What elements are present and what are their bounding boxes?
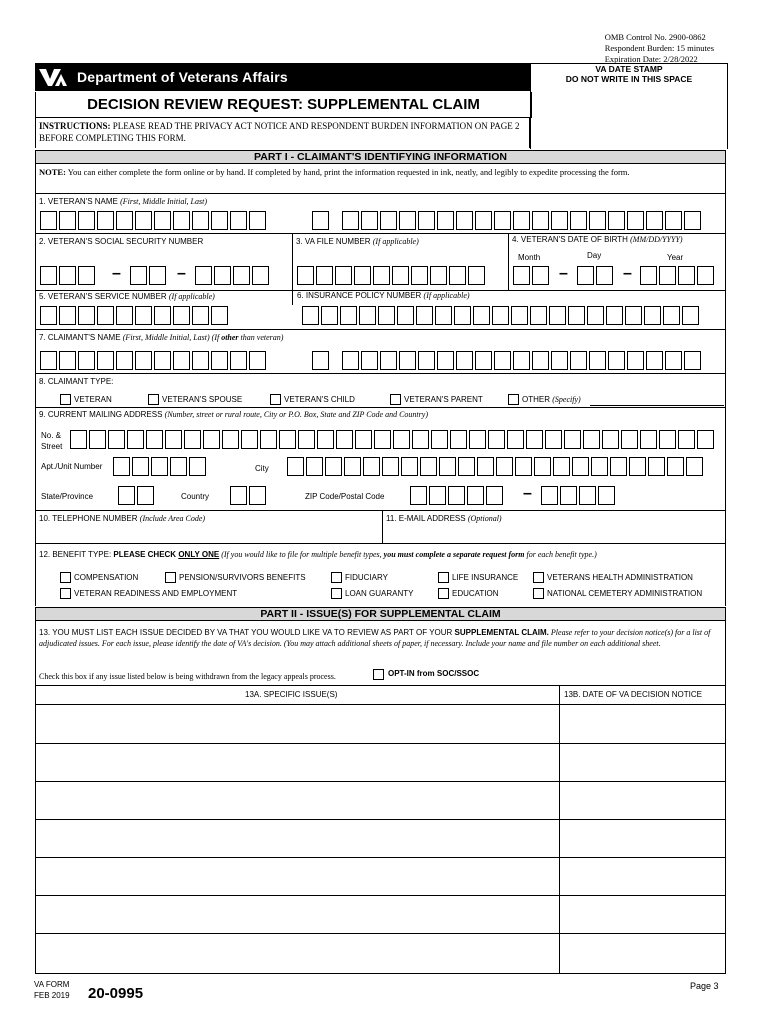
claimant-parent-checkbox[interactable]	[390, 394, 401, 405]
note-label: NOTE:	[39, 167, 66, 177]
part1-title: PART I - CLAIMANT'S IDENTIFYING INFORMATION	[35, 150, 726, 164]
service-number-input[interactable]	[40, 306, 228, 325]
issue-input-6[interactable]	[36, 896, 558, 933]
form-label: VA FORM	[34, 980, 70, 989]
instructions-text: PLEASE READ THE PRIVACY ACT NOTICE AND RESPONDENT BURDEN INFORMATION ON PAGE 2 BEFORE COMPLETING THIS FORM.	[39, 121, 520, 143]
issue-input-7[interactable]	[36, 934, 558, 972]
divider	[35, 685, 726, 686]
dob-month-input[interactable]	[513, 266, 549, 285]
note-text: You can either complete the form online or by hand. If completed by hand, print the information requested in ink, neatly, and legibly to expedite processing the form.	[65, 167, 630, 177]
claimant-veteran-checkbox[interactable]	[60, 394, 71, 405]
benefit-education-checkbox[interactable]	[438, 588, 449, 599]
decision-date-input-3[interactable]	[560, 782, 724, 819]
claimant-first-name-input[interactable]	[40, 351, 266, 370]
day-label: Day	[587, 251, 602, 260]
divider	[382, 510, 383, 543]
benefit-vre-checkbox[interactable]	[60, 588, 71, 599]
benefit-option: PENSION/SURVIVORS BENEFITS	[179, 573, 306, 582]
decision-date-input-4[interactable]	[560, 820, 724, 857]
part2-title: PART II - ISSUE(S) FOR SUPPLEMENTAL CLAIM	[35, 607, 726, 621]
benefit-option: LIFE INSURANCE	[452, 573, 519, 582]
f11-label: 11. E-MAIL ADDRESS	[386, 514, 468, 523]
optin-label: OPT-IN from SOC/SSOC	[388, 669, 480, 678]
stamp-label: VA DATE STAMP	[595, 64, 663, 74]
specific-issues-header: 13A. SPECIFIC ISSUE(S)	[245, 690, 338, 699]
apt-label: Apt./Unit Number	[41, 462, 103, 471]
decision-date-input-1[interactable]	[560, 705, 724, 743]
benefit-vha-checkbox[interactable]	[533, 572, 544, 583]
veteran-first-name-input[interactable]	[40, 211, 266, 230]
service-number-label	[39, 292, 215, 301]
benefit-option: NATIONAL CEMETERY ADMINISTRATION	[547, 589, 703, 598]
f11-hint: (Optional)	[467, 514, 502, 523]
street-label-1: No. &	[41, 431, 62, 440]
optin-checkbox[interactable]	[373, 669, 384, 680]
state-input[interactable]	[118, 486, 154, 505]
claimant-last-name-input[interactable]	[342, 351, 701, 370]
date-stamp-area	[530, 63, 728, 149]
divider	[508, 233, 509, 290]
telephone-label	[39, 514, 205, 523]
telephone-input[interactable]	[39, 525, 379, 541]
benefit-life-insurance-checkbox[interactable]	[438, 572, 449, 583]
f9-label: 9. CURRENT MAILING ADDRESS	[39, 410, 165, 419]
claimant-spouse-checkbox[interactable]	[148, 394, 159, 405]
ssn-part1-input[interactable]	[40, 266, 95, 285]
divider	[35, 543, 726, 544]
benefit-option: COMPENSATION	[74, 573, 139, 582]
f12-under: ONLY ONE	[178, 550, 220, 559]
f3-label: 3. VA FILE NUMBER	[296, 237, 373, 246]
claimant-type-option: VETERAN'S SPOUSE	[162, 395, 243, 404]
decision-date-input-5[interactable]	[560, 858, 724, 895]
form-number: 20-0995	[88, 985, 144, 1002]
f3-hint: (If applicable)	[372, 237, 419, 246]
ssn-part2-input[interactable]	[130, 266, 166, 285]
year-label: Year	[667, 253, 684, 262]
claimant-type-option: VETERAN'S CHILD	[284, 395, 355, 404]
city-label: City	[255, 464, 269, 473]
benefit-type-label	[39, 550, 597, 559]
street-label-2: Street	[41, 442, 63, 451]
form-title: DECISION REVIEW REQUEST: SUPPLEMENTAL CLAIM	[35, 92, 532, 118]
omb-expiration: Expiration Date: 2/28/2022	[604, 54, 698, 64]
issue-input-1[interactable]	[36, 705, 558, 743]
divider	[292, 233, 293, 305]
file-number-label	[296, 237, 419, 246]
f5-hint: (If applicable)	[168, 292, 215, 301]
other-specify-input[interactable]	[590, 405, 724, 406]
benefit-loan-guaranty-checkbox[interactable]	[331, 588, 342, 599]
omb-info	[605, 32, 714, 65]
f7-hint: (First, Middle Initial, Last) (If	[122, 333, 222, 342]
f6-hint: (If applicable)	[423, 291, 470, 300]
f5-label: 5. VETERAN'S SERVICE NUMBER	[39, 292, 169, 301]
country-input[interactable]	[230, 486, 266, 505]
dash: –	[623, 265, 632, 282]
other-hint: (Specify)	[552, 395, 581, 404]
file-number-input[interactable]	[297, 266, 485, 285]
month-label: Month	[518, 253, 541, 262]
decision-date-input-7[interactable]	[560, 934, 724, 972]
f7-hint-end: than veteran)	[238, 333, 284, 342]
issue-input-2[interactable]	[36, 744, 558, 781]
f13-text: 13. YOU MUST LIST EACH ISSUE DECIDED BY VA THAT YOU WOULD LIKE VA TO REVIEW AS PART OF YOUR	[39, 628, 455, 637]
f4-label: 4. VETERAN'S DATE OF BIRTH	[512, 235, 631, 244]
f1-hint: (First, Middle Initial, Last)	[120, 197, 207, 206]
issue-input-3[interactable]	[36, 782, 558, 819]
city-input[interactable]	[287, 457, 703, 476]
insurance-policy-input[interactable]	[302, 306, 699, 325]
issue-instructions	[39, 627, 723, 649]
dash: –	[523, 485, 532, 502]
apt-input[interactable]	[113, 457, 206, 476]
f10-hint: (Include Area Code)	[139, 514, 206, 523]
benefit-fiduciary-checkbox[interactable]	[331, 572, 342, 583]
email-label	[386, 514, 502, 523]
decision-date-input-2[interactable]	[560, 744, 724, 781]
zip-input[interactable]	[410, 486, 503, 505]
f12-hint2: for each benefit type.)	[524, 550, 597, 559]
claimant-middle-initial-input[interactable]	[312, 351, 329, 370]
omb-control: OMB Control No. 2900-0862	[604, 32, 706, 42]
ssn-part3-input[interactable]	[195, 266, 269, 285]
zip-label: ZIP Code/Postal Code	[305, 492, 385, 501]
decision-date-header: 13B. DATE OF VA DECISION NOTICE	[564, 690, 702, 699]
page-number: Page 3	[690, 981, 719, 991]
f4-hint: (MM/DD/YYYY)	[630, 235, 683, 244]
veteran-name-label	[39, 197, 207, 206]
divider	[35, 510, 726, 511]
f6-label: 6. INSURANCE POLICY NUMBER	[297, 291, 424, 300]
dash: –	[112, 265, 121, 282]
instructions-label: INSTRUCTIONS:	[39, 121, 111, 131]
country-label: Country	[181, 492, 210, 501]
address-label	[39, 410, 428, 419]
instructions	[35, 118, 530, 148]
f7-label: 7. CLAIMANT'S NAME	[39, 333, 123, 342]
form-date: FEB 2019	[34, 991, 70, 1000]
benefit-option: FIDUCIARY	[345, 573, 388, 582]
optin-instruction: Check this box if any issue listed below is being withdrawn from the legacy appeals process.	[39, 672, 336, 681]
zip-ext-input[interactable]	[541, 486, 615, 505]
dash: –	[559, 265, 568, 282]
benefit-option: EDUCATION	[452, 589, 499, 598]
f9-hint: (Number, street or rural route, City or P.O. Box, State and ZIP Code and Country)	[164, 410, 428, 419]
issue-input-4[interactable]	[36, 820, 558, 857]
benefit-option: VETERANS HEALTH ADMINISTRATION	[547, 573, 693, 582]
dob-year-input[interactable]	[640, 266, 714, 285]
claimant-other-checkbox[interactable]	[508, 394, 519, 405]
benefit-compensation-checkbox[interactable]	[60, 572, 71, 583]
divider	[35, 233, 726, 234]
claimant-type-option	[522, 395, 581, 404]
state-label: State/Province	[41, 492, 94, 501]
other-option: OTHER	[522, 395, 550, 404]
f13-hint: Please refer to your decision notice(s) for a list of adjudicated issues. For each issue, please identify the date of VA's decision. (You may attach additional sheets of paper, if necessary. Include your name and file number on each additional sheet.	[39, 628, 711, 648]
omb-burden: Respondent Burden: 15 minutes	[604, 43, 714, 53]
divider	[35, 407, 726, 408]
benefit-nca-checkbox[interactable]	[533, 588, 544, 599]
f10-label: 10. TELEPHONE NUMBER	[39, 514, 140, 523]
street-input[interactable]	[70, 430, 714, 449]
claimant-type-label: 8. CLAIMANT TYPE:	[39, 377, 114, 386]
f12-bold: PLEASE CHECK	[113, 550, 179, 559]
veteran-middle-initial-input[interactable]	[312, 211, 329, 230]
part1-note	[39, 167, 723, 178]
street-label	[41, 430, 62, 452]
f12-hint1: (If you would like to file for multiple benefit types,	[219, 550, 384, 559]
form-footer-label	[34, 979, 70, 1001]
issue-input-5[interactable]	[36, 858, 558, 895]
va-logo-icon	[38, 67, 68, 87]
divider	[35, 373, 726, 374]
claimant-type-option: VETERAN'S PARENT	[404, 395, 483, 404]
f13-bold: SUPPLEMENTAL CLAIM.	[454, 628, 549, 637]
benefit-option: LOAN GUARANTY	[345, 589, 414, 598]
claimant-type-option: VETERAN	[74, 395, 112, 404]
dash: –	[177, 265, 186, 282]
claimant-name-label	[39, 333, 283, 342]
divider	[35, 193, 726, 194]
claimant-child-checkbox[interactable]	[270, 394, 281, 405]
email-input[interactable]	[386, 525, 722, 541]
ssn-label: 2. VETERAN'S SOCIAL SECURITY NUMBER	[39, 237, 204, 246]
f7-hint-bold: other	[221, 333, 239, 342]
department-name: Department of Veterans Affairs	[77, 69, 288, 85]
benefit-pension-checkbox[interactable]	[165, 572, 176, 583]
stamp-note: DO NOT WRITE IN THIS SPACE	[565, 74, 693, 84]
decision-date-input-6[interactable]	[560, 896, 724, 933]
f12-hint-bold: you must complete a separate request form	[383, 550, 525, 559]
f12-label: 12. BENEFIT TYPE:	[39, 550, 114, 559]
divider	[35, 329, 726, 330]
form-header	[35, 63, 530, 91]
benefit-option: VETERAN READINESS AND EMPLOYMENT	[74, 589, 238, 598]
veteran-last-name-input[interactable]	[342, 211, 701, 230]
f1-label: 1. VETERAN'S NAME	[39, 197, 121, 206]
dob-label	[512, 235, 683, 244]
dob-day-input[interactable]	[577, 266, 613, 285]
insurance-label	[297, 291, 470, 300]
